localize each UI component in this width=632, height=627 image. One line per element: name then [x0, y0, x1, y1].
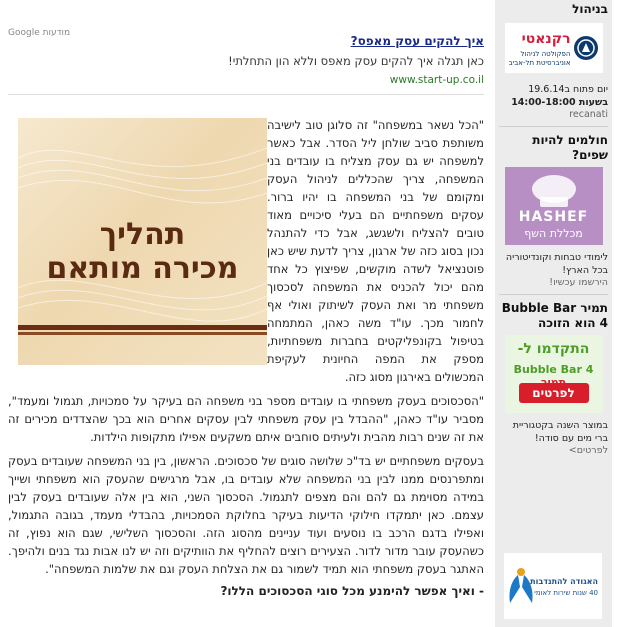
volunteer-line2: 40 שנות שירות לאומי [534, 589, 598, 597]
main-column [8, 20, 484, 598]
recanati-logo-sub2: אוניברסיטת תל-אביב [508, 59, 571, 67]
image-divider-secondary [18, 332, 267, 335]
bubble-text: במוצר השנה בקטגוריית ברי מים עם סודה! [512, 420, 608, 444]
recanati-logo-sub1: הפקולטה לניהול [520, 50, 571, 58]
recanati-head: בניהול [572, 2, 608, 16]
chef-head: חולמים להיות שפים? [532, 133, 608, 162]
image-title-line1: תהליך [99, 217, 186, 252]
sidebar-divider [499, 126, 608, 127]
sidebar [495, 0, 612, 627]
recanati-block[interactable] [495, 2, 612, 120]
recanati-event-hours: בשעות 14:00-18:00 [511, 97, 608, 108]
chef-logo-sub: מכללת השף [524, 227, 583, 240]
ad-url[interactable]: www.start-up.co.il [389, 74, 484, 86]
recanati-logo-name: רקנאטי [521, 31, 571, 47]
google-ad[interactable] [8, 20, 484, 95]
recanati-logo[interactable] [505, 23, 603, 73]
image-divider [18, 325, 267, 330]
ad-text: כאן תגלה איך להקים עסק מאפס וללא הון התחלתי! [228, 54, 484, 68]
volunteer-line1: האגודה להתנדבות [530, 577, 598, 586]
chef-logo[interactable] [505, 167, 603, 245]
chef-block[interactable] [495, 133, 612, 288]
volunteer-logo[interactable] [504, 553, 602, 619]
article-paragraph-3: בעסקים משפחתיים יש בד"כ שלושה סוגים של סכסוכים. הראשון, בין בני המשפחה שעובדים בעסק ומתפרנסים ממנו לבין בני המשפחה שלא עובדים בו, אבל מרגישים שהעסק הוא משפחתי ושייך במידה מסוימת גם להם והם מצפים לתגמול. הסכסוך השני, הוא בין אלה שעובדים בעסק לבין עצמם. כאן יתמקדו חילוקי הדיעות בעיקר בחלוקת הסמכויות, בהבדלי מעמד, בגובה התגמול, ואפילו בדגם הרכב בו נוסעים ועוד עניינים מהסוג הזה. והסכסוך השלישי, שגם הוא נפוץ, זה כשהעסק עובר מדור לדור. הצעירים רוצים להחליף את הוותיקים וזה יש לנו אבות נגד בנים ולהיפך. האתגר בעסק משפחתי הוא תמיד לשמור גם את הצלחת העסק וגם את שלמות המשפחה". [8, 454, 484, 576]
article-paragraph-2: "הסכסוכים בעסק משפחתי בו עובדים מספר בני משפחה הם בעיקר על סמכויות, תגמול ומעמד", מסביר עו"ד כאהן, "ההבדל בין עסק משפחתי לבין עסקים אחרים הוא בכך שהצדדים מכירים זה את זה שנים רבות מהבית ולעיתים סוחבים איתם משקעים אפילו מתקופות הילדות. [8, 394, 484, 444]
bubble-block[interactable] [495, 301, 612, 456]
sidebar-divider [499, 294, 608, 295]
ads-by-google-label: Google מודעות [8, 28, 71, 38]
bubble-banner-top: התקדמו ל- [517, 341, 590, 357]
chef-hat-icon [524, 171, 584, 211]
recanati-source[interactable]: recanati [569, 109, 608, 120]
article-image [18, 118, 267, 365]
article-paragraph-1: "הכל נשאר במשפחה" זה סלוגן טוב לישיבה משותפת סביב שולחן ליל הסדר. אבל כאשר למשפחה יש גם עסק מצליח בו עובדים בני המשפחה, צריך שהכללים לניהול העסק ומקומם של בני המשפחה בו יהיו ברור. עסקים משפחתיים הם בעלי סיכויים מאוד טובים להצליח ולשגשג, אבל כדי להתנהל נכון בסוג כזה של ארגון, צריך לדעת שיש כאן פוטנציאל לשדה מוקשים, שפיצוץ כל אחד מהם יכול להכניס את המשפחה לסכסוך משפחתי מר ואת העסק לשיתוק ואולי אף לחמור מכך. עו"ד משה כאהן, המתמחה בטיפול בקונפליקטים בחברות משפחתיות, מספק את המפה החיונית לעקיפת המכשולים באירגון מסוג כזה. [267, 118, 484, 384]
bubble-details-button[interactable]: לפרטים [519, 383, 589, 403]
ad-title-link[interactable]: איך להקים עסק מאפס? [350, 34, 484, 48]
chef-text: לימודי טבחות וקונדיטוריה בכל הארץ! [505, 252, 608, 276]
article-body [8, 116, 484, 598]
recanati-emblem-icon [573, 35, 599, 61]
bubble-head: תמיר Bubble Bar 4 הוא הזוכה [501, 301, 608, 330]
recanati-event-date: יום פתוח ב19.6.14 [528, 84, 608, 95]
chef-link[interactable]: הירשמו עכשיו! [549, 277, 608, 288]
article-question: - ואיך אפשר להימנע מכל סוגי הסכסוכים הללו? [220, 584, 484, 598]
bubble-banner-brand-en: Bubble Bar 4 [513, 363, 594, 376]
image-title-line2: מכירה מותאם [46, 251, 239, 286]
bubble-link[interactable]: לפרטים> [568, 445, 608, 456]
chef-logo-name: HASHEF [518, 209, 589, 225]
bubble-banner[interactable] [505, 335, 603, 413]
